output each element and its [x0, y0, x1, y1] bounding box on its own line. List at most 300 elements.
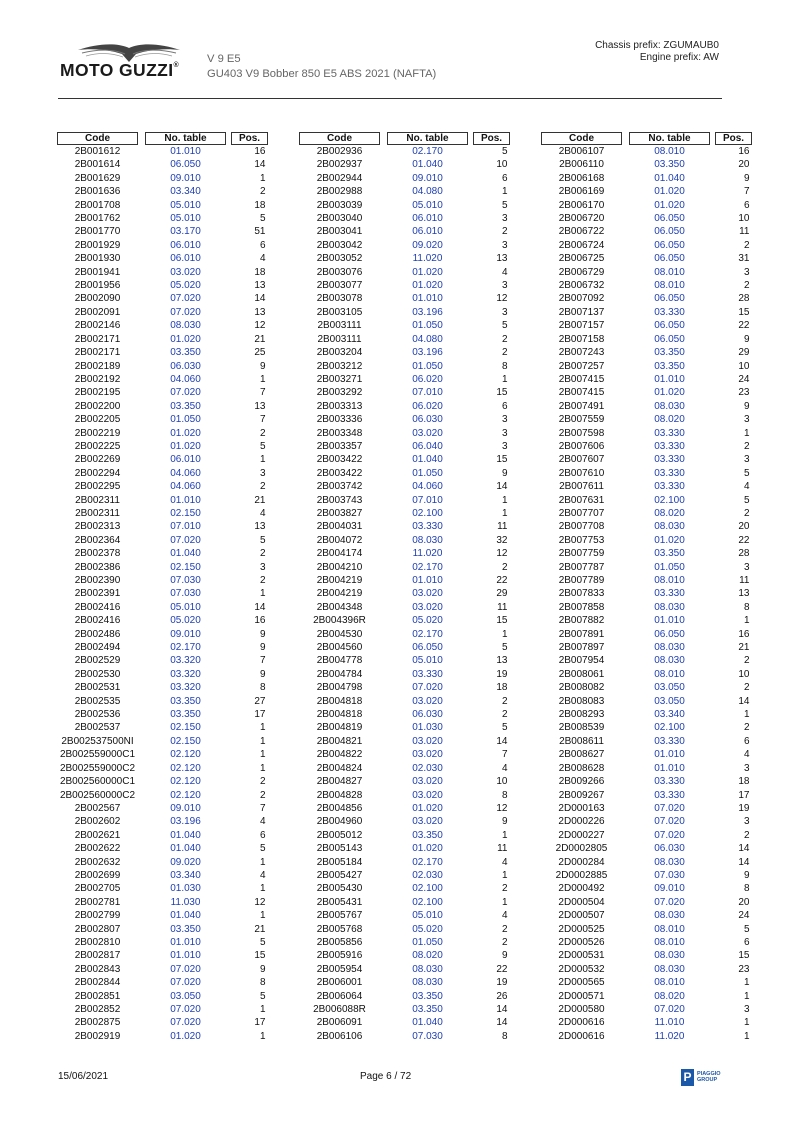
- table-number-link[interactable]: 07.030: [654, 869, 685, 881]
- model-info: [207, 52, 436, 81]
- table-number-link[interactable]: 06.010: [170, 253, 201, 265]
- table-row: [542, 762, 752, 775]
- part-code-cell: 2B001929: [74, 239, 121, 251]
- part-code-cell: 2B002416: [74, 615, 121, 627]
- table-number-link[interactable]: 02.150: [170, 735, 201, 747]
- table-number-link[interactable]: 11.020: [412, 253, 443, 265]
- position-cell: 16: [738, 628, 750, 640]
- table-number-link[interactable]: 01.020: [170, 440, 201, 452]
- piaggio-group-logo: [681, 1069, 725, 1087]
- table-number-link[interactable]: 02.150: [170, 507, 201, 519]
- table-number-link[interactable]: 01.030: [412, 722, 443, 734]
- table-number-link[interactable]: 03.330: [654, 481, 685, 493]
- position-cell: 11: [739, 226, 750, 238]
- table-number-link[interactable]: 06.050: [654, 628, 685, 640]
- table-number-link[interactable]: 05.020: [170, 280, 201, 292]
- table-row: [542, 427, 752, 440]
- part-code-cell: 2B007491: [558, 400, 605, 412]
- table-number-link[interactable]: 08.030: [654, 400, 685, 412]
- table-number-link[interactable]: 01.010: [170, 494, 201, 506]
- header-divider: [58, 98, 722, 99]
- table-number-link[interactable]: 09.020: [170, 856, 201, 868]
- table-number-link[interactable]: 07.030: [412, 1030, 443, 1042]
- table-number-link[interactable]: 01.040: [412, 1017, 443, 1029]
- table-number-link[interactable]: 01.040: [412, 159, 443, 171]
- table-number-link[interactable]: 08.020: [654, 990, 685, 1002]
- table-number-link[interactable]: 01.020: [412, 266, 443, 278]
- table-number-link[interactable]: 06.050: [654, 253, 685, 265]
- table-row: [300, 427, 510, 440]
- table-row: [300, 842, 510, 855]
- part-code-cell: 2B002705: [74, 883, 121, 895]
- table-number-link[interactable]: 01.020: [412, 280, 443, 292]
- table-number-link[interactable]: 08.030: [654, 856, 685, 868]
- table-row: [542, 306, 752, 319]
- part-code-cell: 2B007833: [558, 588, 605, 600]
- part-code-cell: 2B007415: [558, 387, 605, 399]
- table-number-link[interactable]: 01.010: [654, 615, 685, 627]
- table-number-link[interactable]: 06.050: [654, 213, 685, 225]
- part-code-cell: 2B002192: [74, 373, 121, 385]
- part-code-cell: 2B006168: [558, 172, 605, 184]
- table-number-link[interactable]: 01.040: [412, 454, 443, 466]
- table-number-link[interactable]: 03.350: [170, 923, 201, 935]
- position-cell: 2: [743, 829, 750, 841]
- table-number-link[interactable]: 01.040: [654, 172, 685, 184]
- position-cell: 5: [259, 843, 266, 855]
- table-number-link[interactable]: 04.060: [412, 481, 443, 493]
- part-code-cell: 2B004210: [316, 561, 363, 573]
- table-number-link[interactable]: 08.030: [654, 601, 685, 613]
- table-row: [300, 735, 510, 748]
- table-number-link[interactable]: 06.050: [170, 159, 201, 171]
- table-number-link[interactable]: 03.340: [654, 709, 685, 721]
- table-number-link[interactable]: 02.100: [412, 883, 443, 895]
- table-number-link[interactable]: 05.010: [170, 213, 201, 225]
- table-number-link[interactable]: 08.010: [654, 977, 685, 989]
- table-row: [58, 628, 268, 641]
- table-number-link[interactable]: 06.050: [654, 293, 685, 305]
- table-number-link[interactable]: 03.050: [654, 695, 685, 707]
- table-number-link[interactable]: 03.020: [412, 588, 443, 600]
- table-row: [542, 185, 752, 198]
- table-number-link[interactable]: 02.120: [170, 762, 201, 774]
- table-row: [542, 708, 752, 721]
- part-code-cell: 2B003422: [316, 454, 363, 466]
- table-row: [542, 467, 752, 480]
- table-number-link[interactable]: 11.020: [654, 1030, 685, 1042]
- part-code-cell: 2B002537: [74, 722, 121, 734]
- part-code-cell: 2D000580: [558, 1004, 605, 1015]
- table-number-link[interactable]: 07.020: [654, 829, 685, 841]
- table-number-link[interactable]: 01.010: [654, 762, 685, 774]
- position-cell: 15: [254, 950, 266, 962]
- table-number-link[interactable]: 02.170: [412, 856, 443, 868]
- table-number-link[interactable]: 06.030: [412, 709, 443, 721]
- table-number-link[interactable]: 08.030: [412, 534, 443, 546]
- table-number-link[interactable]: 03.320: [170, 655, 201, 667]
- table-number-link[interactable]: 03.350: [654, 159, 685, 171]
- table-number-link[interactable]: 02.100: [654, 494, 685, 506]
- table-number-link[interactable]: 04.080: [412, 186, 443, 198]
- table-number-link[interactable]: 09.020: [412, 239, 443, 251]
- table-number-link[interactable]: 03.050: [170, 990, 201, 1002]
- position-cell: 5: [743, 467, 750, 479]
- table-number-link[interactable]: 07.020: [170, 977, 201, 989]
- table-number-link[interactable]: 07.010: [412, 494, 443, 506]
- table-number-link[interactable]: 01.020: [412, 843, 443, 855]
- position-cell: 1: [501, 628, 508, 640]
- position-cell: 3: [743, 762, 750, 774]
- table-number-link[interactable]: 05.010: [170, 601, 201, 613]
- table-number-link[interactable]: 04.060: [170, 373, 201, 385]
- table-number-link[interactable]: 08.020: [654, 414, 685, 426]
- table-number-link[interactable]: 03.340: [170, 869, 201, 881]
- table-number-link[interactable]: 07.030: [170, 575, 201, 586]
- table-number-link[interactable]: 03.350: [412, 1004, 443, 1015]
- table-number-link[interactable]: 04.080: [412, 333, 443, 345]
- position-cell: 11: [739, 575, 750, 586]
- table-number-link[interactable]: 09.010: [654, 883, 685, 895]
- table-number-link[interactable]: 03.340: [170, 186, 201, 198]
- table-number-link[interactable]: 06.050: [412, 642, 443, 654]
- table-row: [542, 856, 752, 869]
- table-number-link[interactable]: 06.010: [170, 454, 201, 466]
- table-number-link[interactable]: 11.010: [654, 1017, 685, 1029]
- table-number-link[interactable]: 09.010: [170, 802, 201, 814]
- table-number-link[interactable]: 01.050: [412, 320, 443, 332]
- table-number-link[interactable]: 01.040: [170, 910, 201, 922]
- table-number-link[interactable]: 01.050: [654, 561, 685, 573]
- table-number-link[interactable]: 02.120: [170, 789, 201, 801]
- table-number-link[interactable]: 03.320: [170, 668, 201, 680]
- position-cell: 2: [259, 776, 266, 788]
- table-number-link[interactable]: 03.330: [654, 427, 685, 439]
- table-number-link[interactable]: 08.030: [654, 655, 685, 667]
- position-cell: 2: [259, 481, 266, 493]
- position-cell: 23: [738, 387, 750, 399]
- table-number-link[interactable]: 11.030: [170, 896, 201, 908]
- table-row: [300, 856, 510, 869]
- table-number-link[interactable]: 04.060: [170, 481, 201, 493]
- table-number-link[interactable]: 01.020: [654, 534, 685, 546]
- table-number-link[interactable]: 03.350: [170, 709, 201, 721]
- part-code-cell: 2B007606: [558, 440, 605, 452]
- position-cell: 22: [496, 963, 508, 975]
- table-number-link[interactable]: 07.020: [654, 896, 685, 908]
- table-number-link[interactable]: 01.010: [412, 575, 443, 586]
- table-row: [542, 829, 752, 842]
- table-number-link[interactable]: 03.196: [170, 816, 201, 828]
- table-number-link[interactable]: 09.010: [170, 628, 201, 640]
- table-number-link[interactable]: 06.050: [654, 333, 685, 345]
- table-number-link[interactable]: 08.030: [654, 950, 685, 962]
- part-code-cell: 2B008627: [558, 749, 605, 761]
- table-row: [58, 923, 268, 936]
- table-number-link[interactable]: 08.030: [654, 910, 685, 922]
- table-row: [58, 561, 268, 574]
- position-cell: 6: [501, 172, 508, 184]
- table-number-link[interactable]: 06.020: [412, 373, 443, 385]
- table-number-link[interactable]: 07.020: [170, 1004, 201, 1015]
- table-number-link[interactable]: 07.020: [170, 963, 201, 975]
- table-row: [300, 266, 510, 279]
- parts-table-1: [57, 132, 268, 1043]
- table-number-link[interactable]: 03.330: [412, 521, 443, 533]
- table-number-link[interactable]: 06.050: [654, 320, 685, 332]
- table-number-link[interactable]: 03.020: [412, 735, 443, 747]
- table-number-link[interactable]: 03.020: [412, 695, 443, 707]
- table-number-link[interactable]: 09.010: [412, 172, 443, 184]
- table-number-link[interactable]: 02.170: [412, 561, 443, 573]
- table-number-link[interactable]: 03.330: [654, 588, 685, 600]
- table-number-link[interactable]: 07.020: [654, 802, 685, 814]
- part-code-cell: 2B003357: [316, 440, 363, 452]
- table-row: [300, 386, 510, 399]
- table-number-link[interactable]: 02.170: [412, 628, 443, 640]
- table-number-link[interactable]: 06.030: [654, 843, 685, 855]
- table-number-link[interactable]: 01.040: [170, 829, 201, 841]
- table-number-link[interactable]: 08.010: [654, 575, 685, 586]
- table-number-link[interactable]: 09.010: [170, 172, 201, 184]
- position-cell: 5: [259, 534, 266, 546]
- table-number-link[interactable]: 02.170: [412, 146, 443, 157]
- table-number-link[interactable]: 08.010: [654, 266, 685, 278]
- table-number-link[interactable]: 03.170: [170, 226, 201, 238]
- table-number-link[interactable]: 01.020: [654, 199, 685, 211]
- table-number-link[interactable]: 01.020: [654, 387, 685, 399]
- position-cell: 9: [501, 816, 508, 828]
- position-cell: 24: [738, 373, 750, 385]
- table-number-link[interactable]: 06.010: [170, 239, 201, 251]
- table-number-link[interactable]: 08.030: [412, 963, 443, 975]
- position-cell: 1: [743, 977, 750, 989]
- part-code-cell: 2B004824: [316, 762, 363, 774]
- table-row: [300, 668, 510, 681]
- table-number-link[interactable]: 06.050: [654, 239, 685, 251]
- col-pos: Pos.: [716, 133, 752, 145]
- table-number-link[interactable]: 01.020: [412, 802, 443, 814]
- table-number-link[interactable]: 08.010: [654, 668, 685, 680]
- table-number-link[interactable]: 03.350: [170, 695, 201, 707]
- table-number-link[interactable]: 06.020: [412, 400, 443, 412]
- table-number-link[interactable]: 02.150: [170, 561, 201, 573]
- table-number-link[interactable]: 03.020: [412, 749, 443, 761]
- part-code-cell: 2B002090: [74, 293, 121, 305]
- table-number-link[interactable]: 05.010: [170, 199, 201, 211]
- position-cell: 3: [501, 427, 508, 439]
- table-number-link[interactable]: 02.120: [170, 749, 201, 761]
- table-number-link[interactable]: 03.350: [412, 829, 443, 841]
- table-number-link[interactable]: 08.030: [654, 521, 685, 533]
- table-row: [58, 333, 268, 346]
- table-number-link[interactable]: 01.010: [654, 749, 685, 761]
- table-number-link[interactable]: 01.010: [654, 373, 685, 385]
- table-number-link[interactable]: 03.020: [170, 266, 201, 278]
- table-number-link[interactable]: 07.030: [170, 588, 201, 600]
- table-number-link[interactable]: 05.020: [170, 615, 201, 627]
- table-number-link[interactable]: 01.050: [412, 360, 443, 372]
- table-number-link[interactable]: 08.030: [654, 963, 685, 975]
- table-number-link[interactable]: 02.100: [654, 722, 685, 734]
- table-number-link[interactable]: 07.020: [170, 293, 201, 305]
- table-number-link[interactable]: 03.350: [654, 548, 685, 560]
- table-number-link[interactable]: 01.010: [170, 950, 201, 962]
- position-cell: 1: [259, 762, 266, 774]
- part-code-cell: 2B003742: [316, 481, 363, 493]
- table-number-link[interactable]: 08.020: [412, 950, 443, 962]
- table-number-link[interactable]: 07.020: [654, 1004, 685, 1015]
- table-number-link[interactable]: 01.030: [170, 883, 201, 895]
- position-cell: 17: [254, 709, 266, 721]
- table-number-link[interactable]: 03.330: [654, 440, 685, 452]
- table-number-link[interactable]: 03.020: [412, 816, 443, 828]
- table-number-link[interactable]: 06.050: [654, 226, 685, 238]
- table-number-link[interactable]: 01.010: [170, 936, 201, 948]
- table-number-link[interactable]: 03.330: [654, 789, 685, 801]
- table-number-link[interactable]: 03.350: [654, 347, 685, 359]
- part-code-cell: 2B002536: [74, 709, 121, 721]
- chassis-prefix: Chassis prefix: ZGUMAUB0: [595, 40, 719, 51]
- table-number-link[interactable]: 05.010: [412, 199, 443, 211]
- table-number-link[interactable]: 03.330: [654, 454, 685, 466]
- table-row: [300, 909, 510, 922]
- part-code-cell: 2B006722: [558, 226, 605, 238]
- table-number-link[interactable]: 03.350: [654, 360, 685, 372]
- table-number-link[interactable]: 01.040: [170, 843, 201, 855]
- part-code-cell: 2B003052: [316, 253, 363, 265]
- table-number-link[interactable]: 02.100: [412, 896, 443, 908]
- table-number-link[interactable]: 02.170: [170, 642, 201, 654]
- table-number-link[interactable]: 07.020: [412, 682, 443, 694]
- position-cell: 9: [501, 950, 508, 962]
- table-number-link[interactable]: 03.330: [654, 735, 685, 747]
- table-number-link[interactable]: 03.350: [170, 347, 201, 359]
- table-number-link[interactable]: 06.040: [412, 440, 443, 452]
- table-number-link[interactable]: 05.020: [412, 615, 443, 627]
- table-number-link[interactable]: 01.020: [170, 333, 201, 345]
- table-number-link[interactable]: 03.350: [170, 400, 201, 412]
- table-number-link[interactable]: 08.030: [170, 320, 201, 332]
- table-row: [542, 909, 752, 922]
- table-number-link[interactable]: 07.010: [412, 387, 443, 399]
- part-code-cell: 2B004072: [316, 534, 363, 546]
- part-code-cell: 2B006729: [558, 266, 605, 278]
- table-number-link[interactable]: 01.010: [412, 293, 443, 305]
- table-number-link[interactable]: 01.050: [412, 467, 443, 479]
- position-cell: 19: [496, 668, 508, 680]
- table-number-link[interactable]: 03.350: [412, 990, 443, 1002]
- position-cell: 16: [254, 146, 266, 157]
- table-number-link[interactable]: 05.010: [412, 655, 443, 667]
- table-number-link[interactable]: 07.020: [170, 387, 201, 399]
- table-number-link[interactable]: 01.050: [412, 936, 443, 948]
- table-number-link[interactable]: 08.010: [654, 280, 685, 292]
- table-number-link[interactable]: 06.030: [412, 414, 443, 426]
- table-number-link[interactable]: 05.010: [412, 910, 443, 922]
- table-number-link[interactable]: 07.020: [170, 1017, 201, 1029]
- table-number-link[interactable]: 11.020: [412, 548, 443, 560]
- table-number-link[interactable]: 02.030: [412, 869, 443, 881]
- table-number-link[interactable]: 06.010: [412, 213, 443, 225]
- table-number-link[interactable]: 07.020: [654, 816, 685, 828]
- table-number-link[interactable]: 05.020: [412, 923, 443, 935]
- table-number-link[interactable]: 01.040: [170, 548, 201, 560]
- table-number-link[interactable]: 03.020: [412, 427, 443, 439]
- table-number-link[interactable]: 07.020: [170, 306, 201, 318]
- table-row: [300, 775, 510, 788]
- col-pos: Pos.: [474, 133, 510, 145]
- table-number-link[interactable]: 03.020: [412, 789, 443, 801]
- table-number-link[interactable]: 03.020: [412, 601, 443, 613]
- table-number-link[interactable]: 08.010: [654, 923, 685, 935]
- part-code-cell: 2B003078: [316, 293, 363, 305]
- table-number-link[interactable]: 03.196: [412, 306, 443, 318]
- table-number-link[interactable]: 01.020: [654, 186, 685, 198]
- table-row: [300, 574, 510, 587]
- position-cell: 9: [259, 628, 266, 640]
- table-number-link[interactable]: 07.020: [170, 534, 201, 546]
- table-row: [58, 427, 268, 440]
- table-number-link[interactable]: 03.330: [412, 668, 443, 680]
- part-code-cell: 2B008061: [558, 668, 605, 680]
- table-row: [300, 212, 510, 225]
- table-number-link[interactable]: 03.330: [654, 467, 685, 479]
- table-number-link[interactable]: 08.010: [654, 936, 685, 948]
- position-cell: 14: [496, 735, 508, 747]
- position-cell: 10: [496, 776, 508, 788]
- part-code-cell: 2B006110: [559, 159, 604, 171]
- table-number-link[interactable]: 02.030: [412, 762, 443, 774]
- table-number-link[interactable]: 03.050: [654, 682, 685, 694]
- table-number-link[interactable]: 03.330: [654, 776, 685, 788]
- position-cell: 51: [254, 226, 266, 238]
- position-cell: 14: [496, 481, 508, 493]
- table-number-link[interactable]: 03.196: [412, 347, 443, 359]
- position-cell: 5: [259, 990, 266, 1002]
- table-row: [58, 574, 268, 587]
- position-cell: 28: [738, 548, 750, 560]
- table-number-link[interactable]: 08.010: [654, 146, 685, 157]
- part-code-cell: 2B006091: [316, 1017, 363, 1029]
- table-row: [300, 534, 510, 547]
- position-cell: 8: [743, 601, 750, 613]
- table-number-link[interactable]: 03.320: [170, 682, 201, 694]
- table-number-link[interactable]: 07.010: [170, 521, 201, 533]
- table-number-link[interactable]: 04.060: [170, 467, 201, 479]
- table-number-link[interactable]: 08.030: [412, 977, 443, 989]
- table-number-link[interactable]: 01.020: [170, 427, 201, 439]
- table-number-link[interactable]: 02.150: [170, 722, 201, 734]
- table-number-link[interactable]: 01.010: [170, 146, 201, 157]
- table-number-link[interactable]: 01.020: [170, 1030, 201, 1042]
- table-number-link[interactable]: 03.330: [654, 306, 685, 318]
- table-number-link[interactable]: 06.010: [412, 226, 443, 238]
- table-number-link[interactable]: 06.030: [170, 360, 201, 372]
- position-cell: 4: [743, 481, 750, 493]
- table-row: [300, 292, 510, 305]
- table-header-row: [542, 133, 752, 145]
- table-number-link[interactable]: 02.120: [170, 776, 201, 788]
- table-number-link[interactable]: 08.030: [654, 642, 685, 654]
- table-number-link[interactable]: 03.020: [412, 776, 443, 788]
- table-number-link[interactable]: 08.020: [654, 507, 685, 519]
- part-code-cell: 2B007157: [558, 320, 605, 332]
- part-code-cell: 2B006088R: [313, 1004, 366, 1015]
- position-cell: 3: [501, 414, 508, 426]
- table-number-link[interactable]: 02.100: [412, 507, 443, 519]
- table-number-link[interactable]: 01.050: [170, 414, 201, 426]
